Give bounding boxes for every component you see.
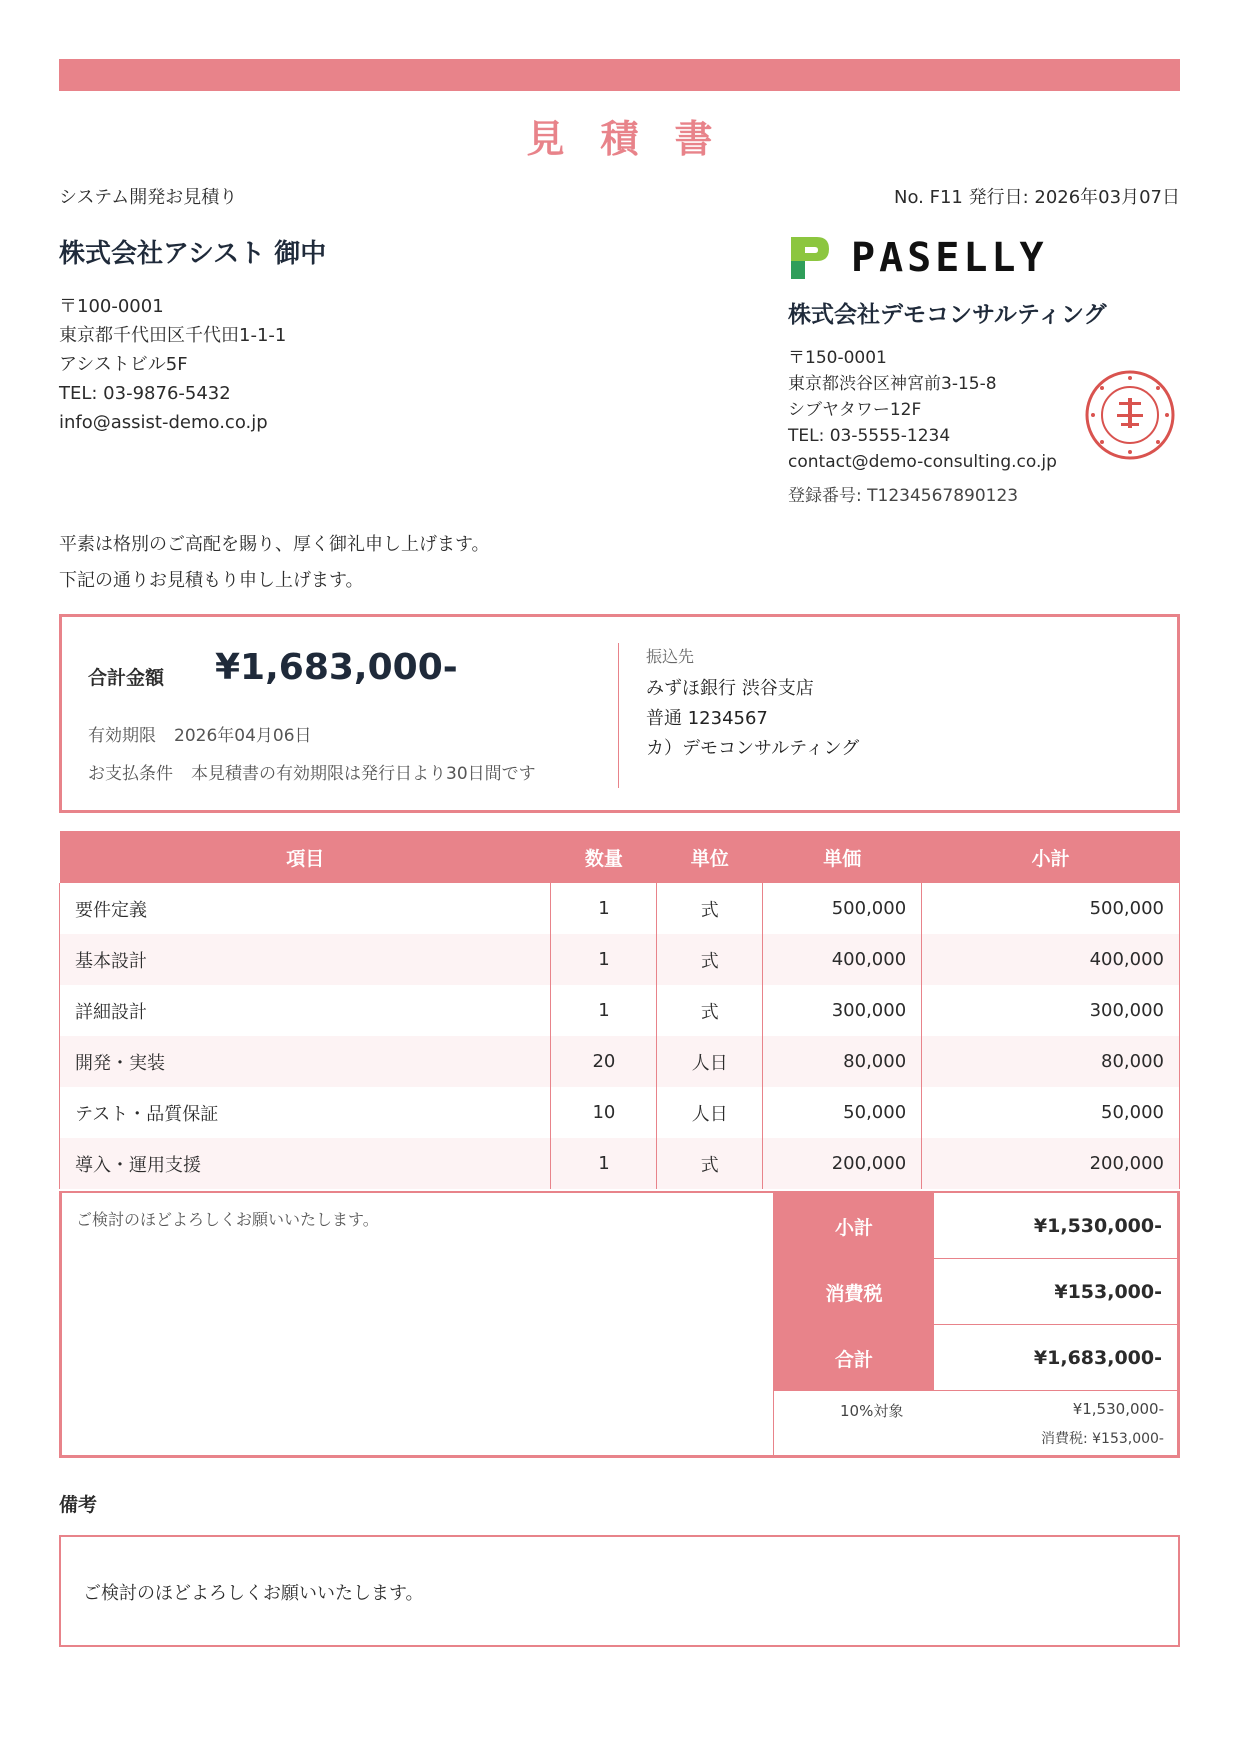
header-accent-bar: [59, 59, 1180, 91]
issuer-tel: TEL: 03-5555-1234: [788, 426, 951, 446]
bank-info: [646, 674, 859, 764]
payment-terms-value: 本見積書の有効期限は発行日より30日間です: [191, 764, 536, 784]
client-email: info@assist-demo.co.jp: [59, 412, 268, 433]
issuer-address-line1: 東京都渋谷区神宮前3-15-8: [788, 374, 997, 394]
table-row: [60, 1087, 1180, 1138]
client-address-block: [59, 292, 286, 437]
subtotal-row: [774, 1193, 1180, 1259]
total-amount-value: ¥1,683,000-: [215, 647, 458, 688]
column-header-qty: 数量: [551, 831, 657, 883]
logo-wordmark: PASELLY: [851, 235, 1048, 281]
bank-account-number: 普通 1234567: [646, 708, 768, 729]
remarks-title: 備考: [59, 1494, 98, 1516]
client-name: 株式会社アシスト 御中: [59, 239, 327, 269]
client-postal: 〒100-0001: [59, 296, 164, 317]
cell-unit: 式: [657, 883, 763, 934]
cell-item: 基本設計: [60, 934, 551, 985]
remarks-text: ご検討のほどよろしくお願いいたします。: [83, 1583, 424, 1604]
validity-row: [88, 721, 330, 746]
cell-price: 300,000: [763, 985, 922, 1036]
cell-unit: 式: [657, 1138, 763, 1189]
client-address-line2: アシストビル5F: [59, 354, 188, 375]
issuer-registration-number: 登録番号: T1234567890123: [788, 486, 1019, 506]
line-items-table: [59, 831, 1180, 1189]
cell-qty: 1: [551, 985, 657, 1036]
cell-qty: 20: [551, 1036, 657, 1087]
table-header-row: [60, 831, 1180, 883]
bank-name: みずほ銀行 渋谷支店: [646, 678, 814, 699]
cell-subtotal: 50,000: [922, 1087, 1180, 1138]
cell-subtotal: 80,000: [922, 1036, 1180, 1087]
column-header-subtotal: 小計: [922, 831, 1180, 883]
cell-item: 要件定義: [60, 883, 551, 934]
greeting-line-1: 平素は格別のご高配を賜り、厚く御礼申し上げます。: [59, 534, 490, 555]
tax-label: 消費税: [774, 1259, 934, 1325]
document-title: 見積書: [526, 117, 749, 161]
totals-section: [59, 1191, 1180, 1458]
cell-item: 詳細設計: [60, 985, 551, 1036]
cell-subtotal: 300,000: [922, 985, 1180, 1036]
cell-item: 導入・運用支援: [60, 1138, 551, 1189]
estimate-subject: システム開発お見積り: [59, 187, 238, 208]
summary-box: [59, 614, 1180, 813]
cell-unit: 人日: [657, 1087, 763, 1138]
client-tel: TEL: 03-9876-5432: [59, 383, 231, 404]
table-row: [60, 985, 1180, 1036]
issuer-postal: 〒150-0001: [788, 348, 887, 368]
summary-divider: [618, 643, 619, 788]
cell-price: 200,000: [763, 1138, 922, 1189]
column-header-item: 項目: [60, 831, 551, 883]
cell-subtotal: 500,000: [922, 883, 1180, 934]
tax-rate-base: ¥1,530,000-: [1072, 1400, 1164, 1418]
greeting-line-2: 下記の通りお見積もり申し上げます。: [59, 570, 364, 591]
issuer-email: contact@demo-consulting.co.jp: [788, 452, 1057, 472]
cell-qty: 1: [551, 1138, 657, 1189]
company-logo: [787, 232, 1048, 284]
cell-item: テスト・品質保証: [60, 1087, 551, 1138]
validity-label: 有効期限: [88, 726, 156, 746]
greeting-text: [59, 527, 490, 599]
issuer-company-name: 株式会社デモコンサルティング: [788, 302, 1107, 328]
totals-note: ご検討のほどよろしくお願いいたします。: [76, 1210, 379, 1229]
tax-rate-label: 10%対象: [840, 1402, 904, 1420]
issuer-address-block: [788, 345, 1057, 475]
subtotal-value: ¥1,530,000-: [934, 1193, 1180, 1259]
cell-unit: 人日: [657, 1036, 763, 1087]
cell-item: 開発・実装: [60, 1036, 551, 1087]
logo-mark-icon: [787, 233, 833, 283]
cell-unit: 式: [657, 934, 763, 985]
cell-subtotal: 200,000: [922, 1138, 1180, 1189]
grand-total-row: [774, 1325, 1180, 1391]
cell-price: 50,000: [763, 1087, 922, 1138]
table-row: [60, 1138, 1180, 1189]
bank-info-label: 振込先: [646, 647, 695, 666]
payment-terms-label: お支払条件: [88, 764, 173, 784]
cell-qty: 1: [551, 883, 657, 934]
tax-value: ¥153,000-: [934, 1259, 1180, 1325]
issuer-address-line2: シブヤタワー12F: [788, 400, 922, 420]
bank-account-holder: カ）デモコンサルティング: [646, 738, 860, 759]
grand-total-label: 合計: [774, 1325, 934, 1391]
table-row: [60, 883, 1180, 934]
company-seal-stamp-icon: [1083, 368, 1177, 462]
total-amount-label: 合計金額: [88, 667, 165, 689]
subtotal-label: 小計: [774, 1193, 934, 1259]
tax-row: [774, 1259, 1180, 1325]
column-header-unit: 単位: [657, 831, 763, 883]
document-number-date: No. F11 発行日: 2026年03月07日: [894, 187, 1180, 208]
table-row: [60, 1036, 1180, 1087]
table-row: [60, 934, 1180, 985]
grand-total-value: ¥1,683,000-: [934, 1325, 1180, 1391]
cell-qty: 10: [551, 1087, 657, 1138]
payment-terms-row: [88, 759, 554, 784]
remarks-box: [59, 1535, 1180, 1647]
cell-price: 400,000: [763, 934, 922, 985]
cell-price: 500,000: [763, 883, 922, 934]
validity-value: 2026年04月06日: [174, 726, 312, 746]
cell-price: 80,000: [763, 1036, 922, 1087]
cell-subtotal: 400,000: [922, 934, 1180, 985]
tax-rate-amount: 消費税: ¥153,000-: [1040, 1431, 1164, 1447]
client-address-line1: 東京都千代田区千代田1-1-1: [59, 325, 287, 346]
cell-qty: 1: [551, 934, 657, 985]
cell-unit: 式: [657, 985, 763, 1036]
column-header-price: 単価: [763, 831, 922, 883]
